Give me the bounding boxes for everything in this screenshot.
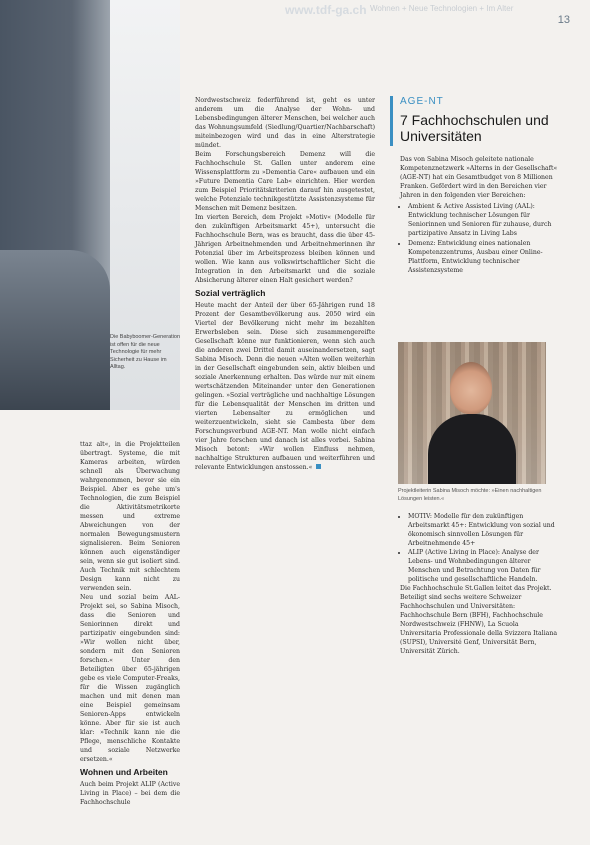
paragraph: Neu und sozial beim AAL-Projekt sei, so Sabina Misoch, dass die Senioren und Seniorinnen direkt und partizipativ eingebunden sind: »Wir wollen nicht über, sondern mit den Senioren forschen.« Unter den Beteiligten über 65-jährigen gebe es viele Computer-Freaks, für die Wissen zugänglich machen und mit denen man eine Beispiel gemeinsam Senioren-Apps entwickeln könne. Aber für sie ist auch klar: »Technik kann nie die Pflege, menschliche Kontakte und soziale Netzwerke ersetzen.« <box>80 594 180 763</box>
portrait-caption: Projektleiterin Sabina Misoch möchte: »Einen nachhaltigen Lösungen leisten.« <box>398 488 542 502</box>
page-number: 13 <box>557 14 570 26</box>
paragraph: Beim Forschungsbereich Demenz will die Fachhochschule St. Gallen unter anderem eine Wissensplattform zu »Dementia Care« aufbauen und ein »Future Dementia Care Lab« einrichten. Hier werden zum Beispiel Prioritätskriterien darauf hin ausgetestet, welche Potenziale technikgestützte Assistenzsysteme für Menschen mit Demenz besitzen. <box>195 151 375 212</box>
aside-outro: Die Fachhochschule St.Gallen leitet das Projekt. Beteiligt sind sechs weitere Schweizer Fachhochschulen und Universitäten: Fachhochschule Bern (BFH), Fachhochschule Nordwestschweiz (FHNW), La Scuola Universitaria Professionale della Svizzera Italiana (SUPSI), Université Genf, Universität Bern, Universität Zürich. <box>400 585 558 655</box>
column-left <box>80 440 180 807</box>
aside-body-2 <box>400 512 560 656</box>
paragraph <box>195 301 375 472</box>
aside-list <box>400 202 560 275</box>
paragraph: ttaz alt«, in die Projektteilen übertragt. Systeme, die mit Kameras arbeiten, würden schnell als Überwachung wahrgenommen, bevor sie ein Beispiel. Aber es gehe um's Technologien, die zum Beispiel die Aktivitätsmetrikorte messen und extreme Abweichungen von der normalen Bewegungsmustern signalisieren. Beim Senioren können auch eigenständiger sein, wenn sie gut isoliert sind. Auch Technik mit schlechtem Design kann nicht zu verwenden sein. <box>80 441 180 592</box>
subheading: Sozial verträglich <box>195 288 266 298</box>
paragraph: Nordwestschweiz federführend ist, geht es unter anderem um die Analyse der Wohn- und Lebensbedingungen älterer Menschen, bei welcher auch das Wohnungsumfeld (Siedlung/Quartier/Nachbarschaft) miteinbezogen wird und das in eine Alterstrategie mündet. <box>195 97 375 149</box>
site-url: www.tdf-ga.ch <box>285 3 367 17</box>
aside-kicker: AGE-NT <box>400 96 444 107</box>
subheading: Wohnen und Arbeiten <box>80 767 168 777</box>
aside-title: 7 Fachhochschulen und Universitäten <box>400 112 549 144</box>
aside-body <box>400 155 560 276</box>
portrait-photo <box>398 342 546 484</box>
photo-arm <box>0 250 110 410</box>
end-mark-icon <box>316 464 321 469</box>
list-item: • ALIP (Active Living in Place): Analyse der Lebens- und Wohnbedingungen älterer Menschen und Betrachtung von Daten für politische und gesellschaftliche Handeln. <box>408 548 560 584</box>
aside-accent-bar <box>390 96 393 146</box>
paragraph: Im vierten Bereich, dem Projekt »Motiv« (Modelle für den zukünftigen Arbeitsmarkt 45+), untersucht die Fachhochschule Bern, was es braucht, dass die über 45-Jährigen Arbeitnehmenden und Arbeitnehmerinnen ihr Potenzial über im Arbeitsprozess bleiben können und wollen. Wie kann aus volkswirtschaftlicher Sicht die Integration in den Arbeitsmarkt und die soziale Absicherung älterer einen Halt gesichert werden? <box>195 214 375 284</box>
portrait-head <box>450 362 492 414</box>
section-rubric: Wohnen + Neue Technologien + Im Alter <box>370 4 514 13</box>
paragraph-text: Heute macht der Anteil der über 65-Jährigen rund 18 Prozent der Gesamtbevölkerung aus. 2050 wird ein Viertel der Bevölkerung nicht mehr im bezahlten Erwerbsleben sein. Diese sich zusammengereifte Gesellschaft könne nur funktionieren, wenn sich auch die anderen zwei Drittel damit auseinandersetzen, sagt Sabina Misoch. Denn die neuen »Alten wollen weiterhin in der Gesellschaft eingebunden sein, aktiv bleiben und soziale Anerkennung erhalten. Das würde nur mit einem wertschätzenden Miteinander unter den Generationen gelingen. »Sozial verträgliche und nachhaltige Lösungen für die Lebensqualität der Menschen im dritten und vierten Lebensalter zu ermöglichen und weiterzuentwickeln, sieht sie Cambesta über dem Forschungsverbund AGE-NT. Man wolle nicht einfach vier Jahre forschen und danach ist alles vorbei. Sabina Misoch betont: »Wir wollen Einfluss nehmen, nachhaltige Strukturen aufbauen und weiterführen und relevante Entwicklungen anstossen.« <box>195 302 375 471</box>
column-middle <box>195 96 375 472</box>
portrait-body <box>428 414 516 484</box>
list-item: • Demenz: Entwicklung eines nationalen Kompetenzzentrums, Ausbau einer Online-Plattform, Entwicklung technischer Assistenzsysteme <box>408 239 560 275</box>
list-item: • Ambient & Active Assisted Living (AAL): Entwicklung technischer Lösungen für Seniorinnen und Senioren für zuhause, durch partizipative Ansatz in Living Labs <box>408 202 560 238</box>
aside-list-2 <box>400 512 560 584</box>
aside-intro: Das von Sabina Misoch geleitete nationale Kompetenznetzwerk »Alterns in der Gesellschaft« (AGE-NT) hat ein Gesamtbudget von 8 Millionen Franken. Gefördert wird in den Bereichen vier Jahren in den folgenden vier Bereichen: <box>400 156 558 199</box>
photo-caption: Die Babyboomer-Generation ist offen für die neue Technologie für mehr Sicherheit zu Hause im Alltag. <box>110 334 181 370</box>
paragraph: Auch beim Projekt ALIP (Active Living in Place) – bei dem die Fachhochschule <box>80 781 180 806</box>
list-item: • MOTIV: Modelle für den zukünftigen Arbeitsmarkt 45+: Entwicklung von sozial und ökonomisch sinnvollen Lösungen für Arbeitnehmende 45+ <box>408 512 560 548</box>
